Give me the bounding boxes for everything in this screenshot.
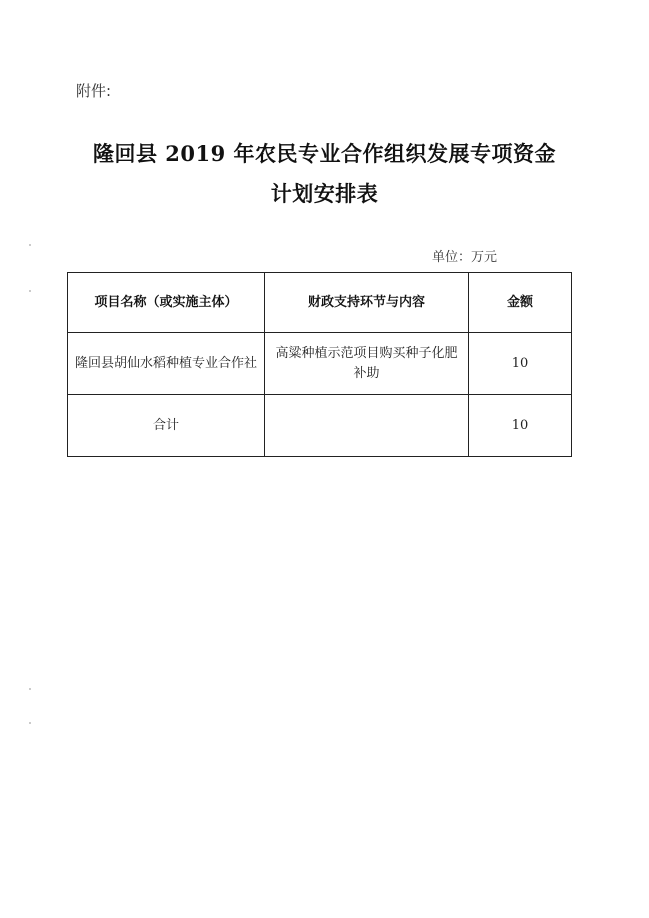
table-header-row — [68, 273, 572, 333]
table-row — [68, 333, 572, 395]
scan-speck — [29, 722, 31, 724]
document-title-line2: 计划安排表 — [270, 181, 379, 206]
header-amount: 金额 — [469, 273, 572, 333]
cell-support-content: 高粱种植示范项目购买种子化肥补助 — [265, 333, 469, 395]
scan-speck — [29, 290, 31, 292]
funding-plan-table — [67, 272, 572, 457]
cell-project-name: 隆回县胡仙水稻种植专业合作社 — [68, 333, 265, 395]
scan-speck — [29, 244, 31, 246]
attachment-label: 附件: — [76, 82, 112, 100]
cell-total-content — [265, 395, 469, 457]
unit-label: 单位：万元 — [432, 250, 498, 265]
header-project-name: 项目名称（或实施主体） — [68, 273, 265, 333]
header-support-content: 财政支持环节与内容 — [265, 273, 469, 333]
cell-total-amount: 10 — [469, 395, 572, 457]
scan-speck — [29, 688, 31, 690]
cell-amount: 10 — [469, 333, 572, 395]
document-title-line1: 隆回县 2019 年农民专业合作组织发展专项资金 — [92, 141, 557, 166]
table-total-row — [68, 395, 572, 457]
cell-total-label: 合计 — [68, 395, 265, 457]
